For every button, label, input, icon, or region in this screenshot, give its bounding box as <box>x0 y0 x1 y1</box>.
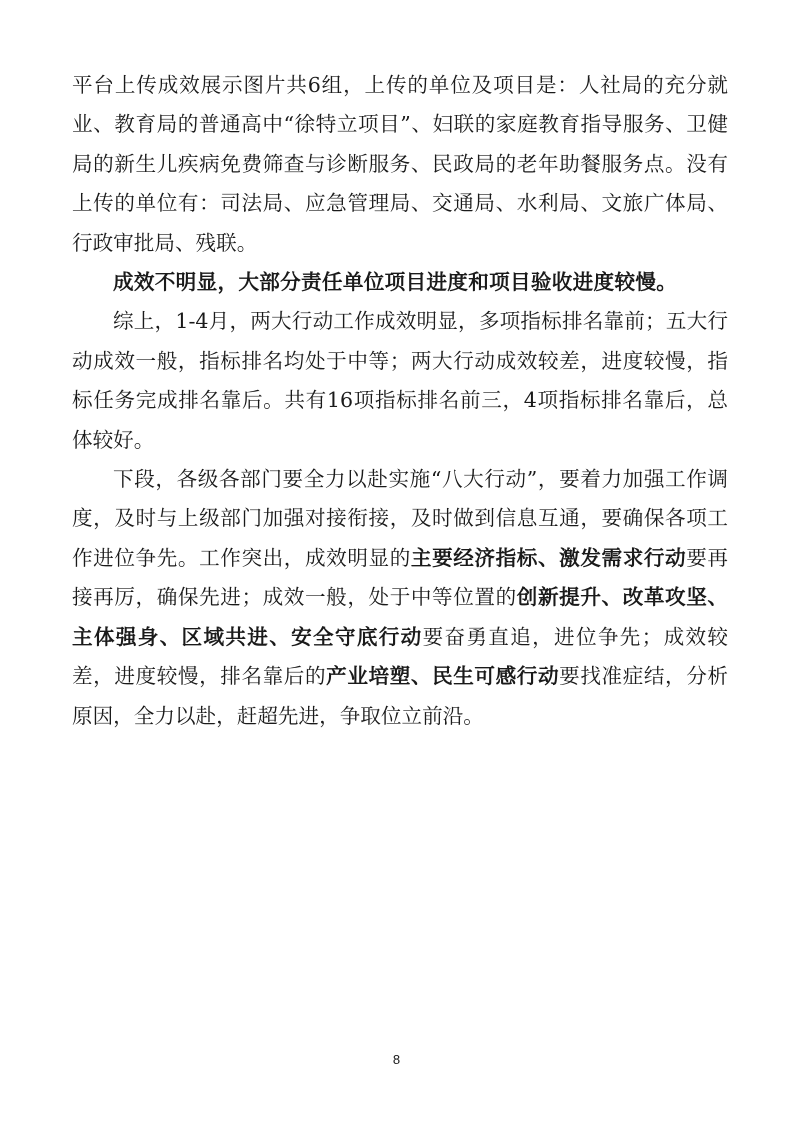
next-steps-highlight-lagging: 产业培塑、民生可感行动 <box>326 664 560 689</box>
next-steps-highlight-leading: 主要经济指标、激发需求行动 <box>410 545 687 570</box>
paragraph-upload-summary: 平台上传成效展示图片共6组，上传的单位及项目是：人社局的充分就业、教育局的普通高中“徐特立项目”、妇联的家庭教育指导服务、卫健局的新生儿疾病免费筛查与诊断服务、民政局的老年助餐服务点。没有上传的单位有：司法局、应急管理局、交通局、水利局、文旅广体局、行政审批局、残联。 <box>72 73 728 255</box>
next-steps-text-1: 下段，各级各部门要全力以赴实施“八大行动”，要着力加强工作调度，及时与上级部门加强对接衔接，及时做到信息互通，要确保各项工作进位争先。工作突出，成效明显的 <box>72 467 728 570</box>
paragraph-next-steps <box>72 460 728 736</box>
paragraph-weak-progress-heading: 成效不明显，大部分责任单位项目进度和项目验收进度较慢。 <box>113 270 678 295</box>
next-steps-text-3: 要奋勇直追，进位争先；成效较差，进度较慢，排名靠后的 <box>72 624 729 689</box>
next-steps-highlight-middle: 创新提升、改革攻坚、主体强身、区域共进、安全守底行动 <box>72 585 729 649</box>
next-steps-text-2: 要再接再厉，确保先进；成效一般，处于中等位置的 <box>72 545 729 610</box>
next-steps-text-4: 要找准症结，分析原因，全力以赴，赶超先进，争取位立前沿。 <box>72 664 729 728</box>
document-body <box>72 66 728 736</box>
page-number: 8 <box>392 1052 401 1067</box>
paragraph-overall-summary: 综上，1-4月，两大行动工作成效明显，多项指标排名靠前；五大行动成效一般，指标排名均处于中等；两大行动成效较差，进度较慢，指标任务完成排名靠后。共有16项指标排名前三，4项指标排名靠后，总体较好。 <box>72 309 728 452</box>
